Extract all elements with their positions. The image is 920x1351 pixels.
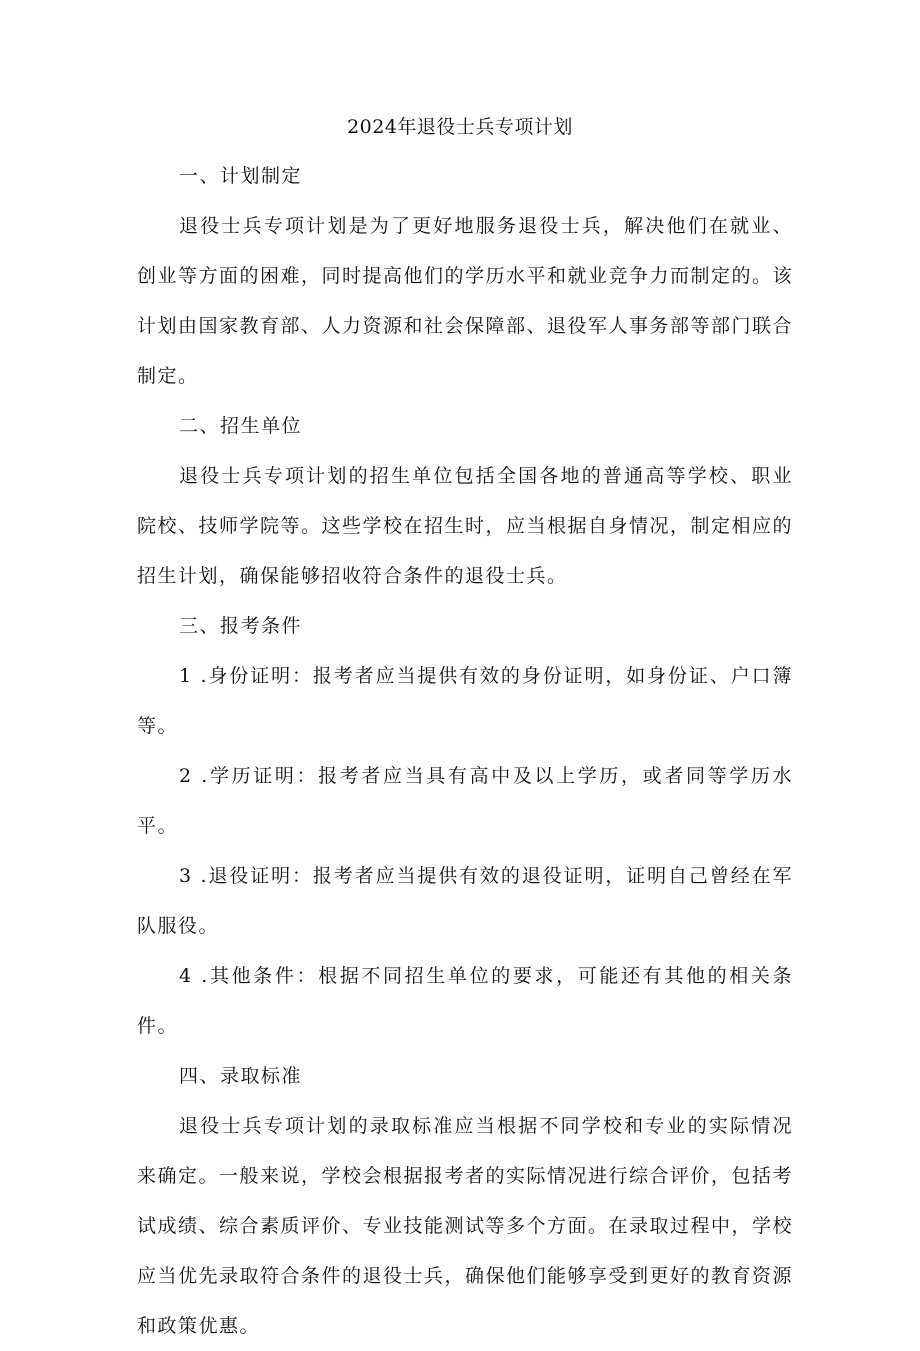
condition-item-other: 4 .其他条件：根据不同招生单位的要求，可能还有其他的相关条件。 — [137, 965, 793, 1037]
section-paragraph-plan: 退役士兵专项计划是为了更好地服务退役士兵，解决他们在就业、创业等方面的困难，同时提高他们的学历水平和就业竞争力而制定的。该计划由国家教育部、人力资源和社会保障部、退役军人事务部等部门联合制定。 — [137, 215, 794, 387]
document-body — [137, 151, 793, 1351]
section-paragraph-admission: 退役士兵专项计划的录取标准应当根据不同学校和专业的实际情况来确定。一般来说，学校会根据报考者的实际情况进行综合评价，包括考试成绩、综合素质评价、专业技能测试等多个方面。在录取过程中，学校应当优先录取符合条件的退役士兵，确保他们能够享受到更好的教育资源和政策优惠。 — [137, 1115, 794, 1337]
condition-item-education: 2 .学历证明：报考者应当具有高中及以上学历，或者同等学历水平。 — [137, 765, 793, 837]
section-heading-plan: 一、计划制定 — [179, 165, 303, 187]
section-paragraph-units: 退役士兵专项计划的招生单位包括全国各地的普通高等学校、职业院校、技师学院等。这些学校在招生时，应当根据自身情况，制定相应的招生计划，确保能够招收符合条件的退役士兵。 — [137, 465, 794, 587]
condition-item-identity: 1 .身份证明：报考者应当提供有效的身份证明，如身份证、户口簿等。 — [137, 665, 793, 737]
section-heading-conditions: 三、报考条件 — [179, 615, 303, 637]
condition-item-discharge: 3 .退役证明：报考者应当提供有效的退役证明，证明自己曾经在军队服役。 — [137, 865, 793, 937]
section-heading-units: 二、招生单位 — [179, 415, 303, 437]
document-title: 2024年退役士兵专项计划 — [347, 116, 573, 138]
section-heading-admission: 四、录取标准 — [179, 1065, 303, 1087]
